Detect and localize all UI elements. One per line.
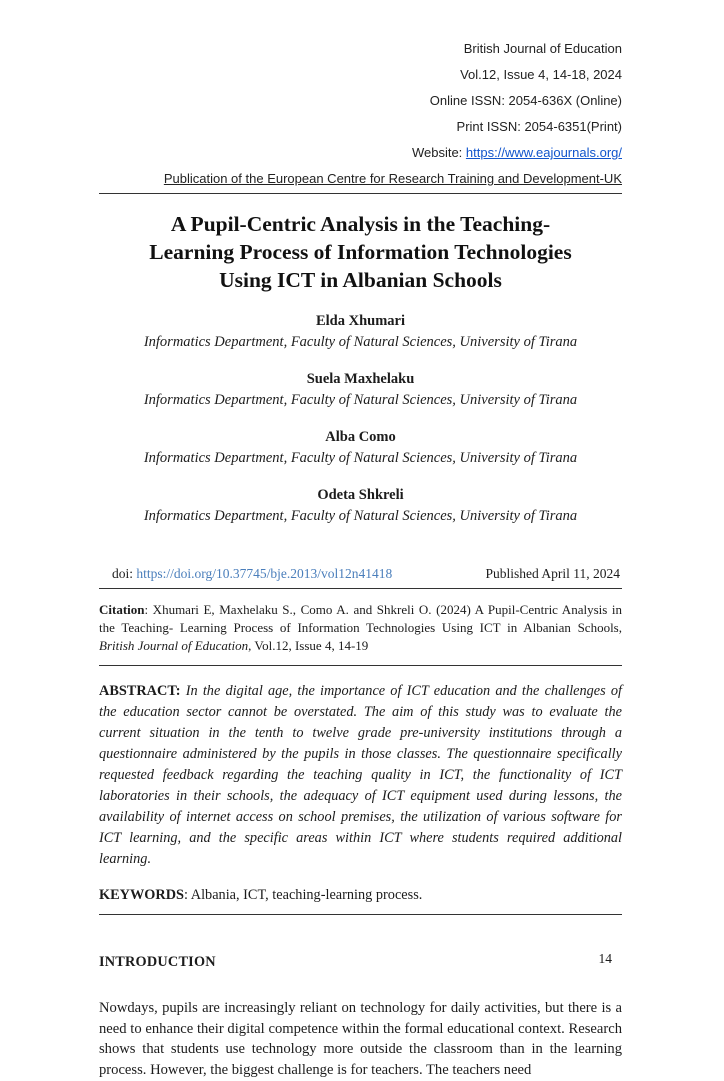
keywords-label: KEYWORDS xyxy=(99,886,184,903)
volume-issue: Vol.12, Issue 4, 14-18, 2024 xyxy=(460,67,622,82)
abstract-label: ABSTRACT: xyxy=(99,682,181,699)
citation-label: Citation xyxy=(99,601,145,617)
author-name: Alba Como xyxy=(325,428,396,445)
citation-text: : Xhumari E, Maxhelaku S., Como A. and Shkreli O. (2024) A Pupil-Centric Analysis in the Teaching- Learning Process of Information Technologies Using ICT in Albanian Schools, xyxy=(99,601,622,636)
doi-label: doi: xyxy=(112,565,134,581)
introduction-heading: INTRODUCTION xyxy=(99,953,216,970)
paper-title-line-1: A Pupil-Centric Analysis in the Teaching- xyxy=(170,212,551,236)
abstract-text: In the digital age, the importance of ICT education and the challenges of the education sector cannot be overstated. The aim of this study was to evaluate the current situation in the tenth to twelve grade pre-university institutions through a questionnaire administered by the pupils in those classes. The questionnaire specifically requested feedback regarding the teaching quality in ICT, the functionality of ICT laboratories in their schools, the adequacy of ICT equipment used during lessons, the availability of internet access on school premises, the utilization of various software for ICT learning, and the specific areas within ICT where students required additional learning. xyxy=(99,682,623,867)
doi-line xyxy=(112,566,392,582)
website-label: Website: xyxy=(411,145,463,160)
citation-tail: , Vol.12, Issue 4, 14-19 xyxy=(248,638,369,654)
author-block xyxy=(99,311,622,353)
author-affiliation: Informatics Department, Faculty of Natural Sciences, University of Tirana xyxy=(143,507,578,524)
author-affiliation: Informatics Department, Faculty of Natural Sciences, University of Tirana xyxy=(143,449,578,466)
introduction-paragraph: Nowdays, pupils are increasingly reliant on technology for daily activities, but there is a need to enhance their digital competence within the formal educational context. Research shows that students use technology more outside the classroom than in the learning process. However, the biggest challenge is for teachers. The teachers need xyxy=(99,999,622,1079)
journal-name: British Journal of Education xyxy=(463,41,622,56)
website-line xyxy=(99,140,622,166)
publication-line: Publication of the European Centre for Research Training and Development-UK xyxy=(163,171,622,186)
page-number: 14 xyxy=(598,951,612,966)
author-name: Elda Xhumari xyxy=(315,312,406,329)
author-name: Odeta Shkreli xyxy=(317,486,404,503)
author-name: Suela Maxhelaku xyxy=(306,370,415,387)
journal-header xyxy=(99,36,622,194)
authors-block xyxy=(99,311,622,527)
doi-link[interactable]: https://doi.org/10.37745/bje.2013/vol12n41418 xyxy=(136,565,393,581)
paper-title-line-3: Using ICT in Albanian Schools xyxy=(219,267,502,292)
author-affiliation: Informatics Department, Faculty of Natural Sciences, University of Tirana xyxy=(143,333,578,350)
author-block xyxy=(99,369,622,411)
paper-title-line-2: Learning Process of Information Technologies xyxy=(149,239,572,264)
print-issn: Print ISSN: 2054-6351(Print) xyxy=(456,119,622,134)
published-date: Published April 11, 2024 xyxy=(485,565,620,581)
website-link[interactable]: https://www.eajournals.org/ xyxy=(465,145,622,160)
author-block xyxy=(99,485,622,527)
online-issn: Online ISSN: 2054-636X (Online) xyxy=(429,93,622,108)
keywords-block xyxy=(99,887,622,915)
author-block xyxy=(99,427,622,469)
doi-row xyxy=(99,566,622,589)
author-affiliation: Informatics Department, Faculty of Natural Sciences, University of Tirana xyxy=(143,391,578,408)
paper-title xyxy=(99,211,622,295)
citation-block xyxy=(99,601,622,666)
abstract-block xyxy=(99,681,622,870)
keywords-text: : Albania, ICT, teaching-learning process. xyxy=(184,886,423,903)
citation-journal: British Journal of Education xyxy=(99,638,249,654)
